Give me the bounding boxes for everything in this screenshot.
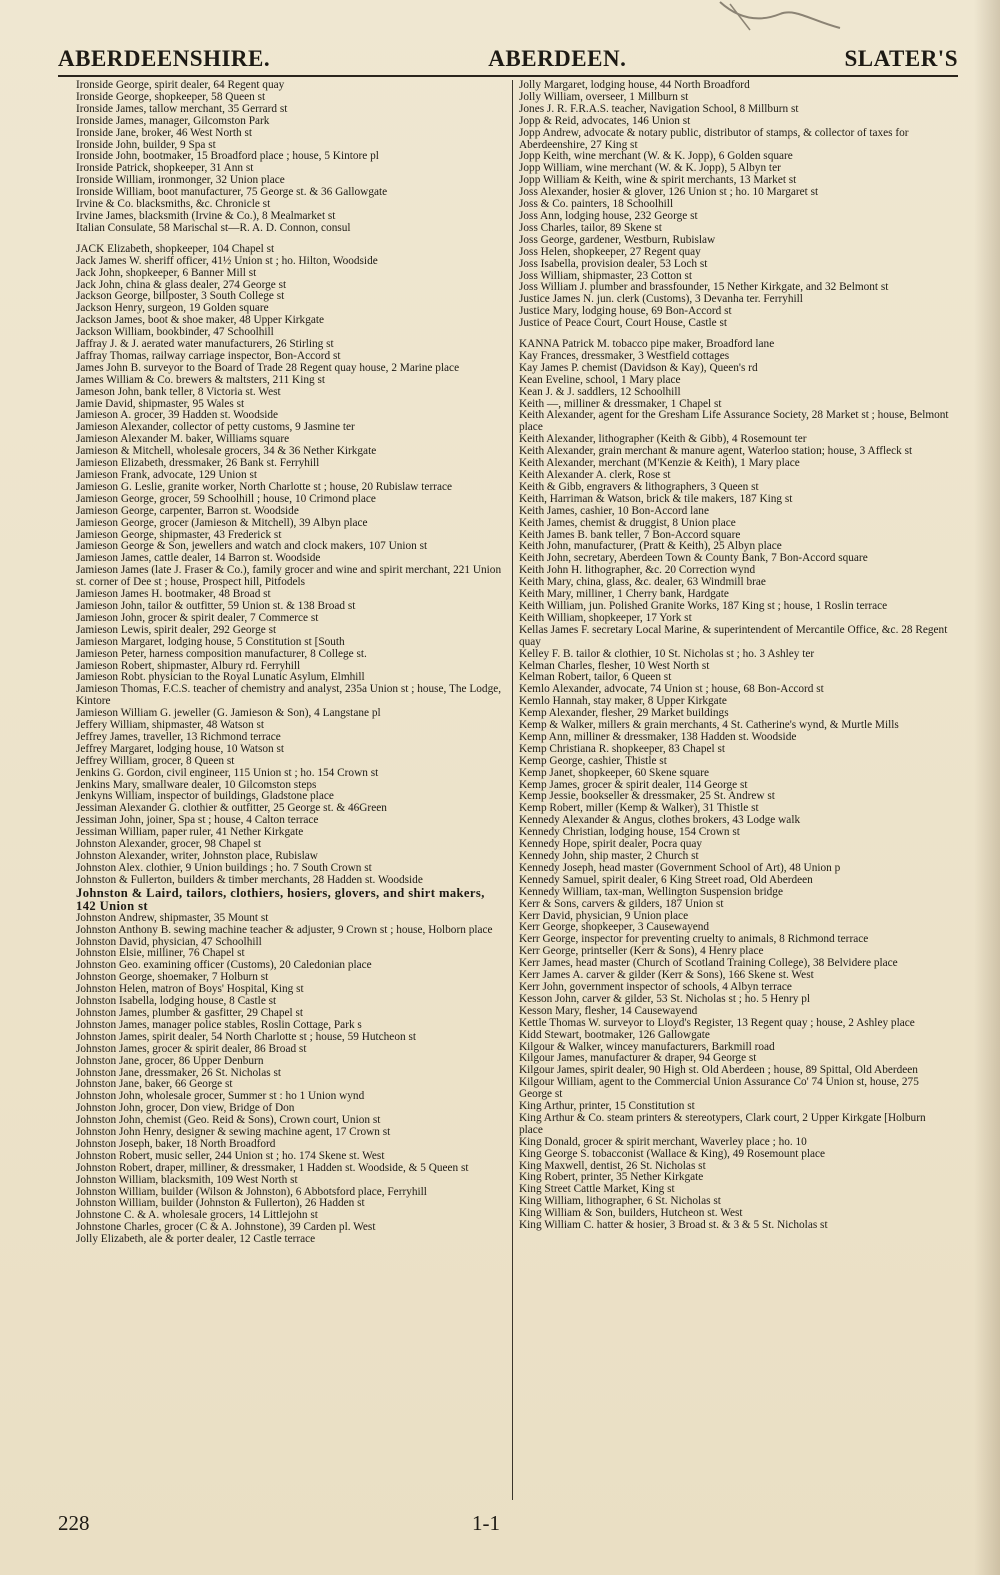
directory-entry: Jamieson George, grocer (Jamieson & Mitchell), 39 Albyn place [76,516,368,529]
directory-entry: Jamieson Thomas, F.C.S. teacher of chemistry and analyst, 235a Union st ; house, The Lodge, Kintore [76,683,502,708]
directory-entry: Kettle Thomas W. surveyor to Lloyd's Register, 13 Regent quay ; house, 2 Ashley place [519,1016,915,1029]
directory-entry: Johnston John, chemist (Geo. Reid & Sons), Crown court, Union st [76,1114,381,1127]
directory-entry: Ironside William, boot manufacturer, 75 George st. & 36 Gallowgate [76,186,388,199]
directory-entry: Johnston Helen, matron of Boys' Hospital, King st [76,983,304,996]
directory-entry: Jamieson Alexander M. baker, Williams square [76,433,290,446]
directory-entry: Jack John, shopkeeper, 6 Banner Mill st [76,266,257,279]
directory-entry: Jamieson Robt. physician to the Royal Lunatic Asylum, Elmhill [76,671,365,684]
directory-entry: Jack John, china & glass dealer, 274 George st [76,278,287,291]
directory-entry: Kemp Janet, shopkeeper, 60 Skene square [519,766,709,779]
directory-entry: Jamieson Robert, shipmaster, Albury rd. Ferryhill [76,659,301,672]
directory-entry: Jamieson A. grocer, 39 Hadden st. Woodside [76,409,279,422]
directory-entry: Keith William, jun. Polished Granite Works, 187 King st ; house, 1 Roslin terrace [519,599,888,612]
directory-entry: Joss William J. plumber and brassfounder, 15 Nether Kirkgate, and 32 Belmont st [519,281,889,294]
directory-entry: Ironside John, bootmaker, 15 Broadford place ; house, 5 Kintore pl [76,150,379,163]
directory-entry: Johnston Jane, grocer, 86 Upper Denburn [76,1054,264,1067]
directory-entry: Johnstone Charles, grocer (C & A. Johnstone), 39 Carden pl. West [76,1221,376,1234]
directory-entry: Johnston Isabella, lodging house, 8 Castle st [76,995,277,1008]
directory-entry: Jopp Keith, wine merchant (W. & K. Jopp), 6 Golden square [519,150,793,163]
directory-entry: Joss & Co. painters, 18 Schoolhill [519,198,674,211]
directory-entry: Jackson Henry, surgeon, 19 Golden square [76,302,269,315]
directory-entry: Ironside William, ironmonger, 32 Union place [76,174,285,187]
directory-entry: Joss Helen, shopkeeper, 27 Regent quay [519,245,701,258]
directory-entry: Jessiman Alexander G. clothier & outfitter, 25 George st. & 46Green [76,802,387,815]
directory-entry: Johnston James, manager police stables, Roslin Cottage, Park s [76,1018,362,1031]
directory-entry: Kelley F. B. tailor & clothier, 10 St. Nicholas st ; ho. 3 Ashley ter [519,647,815,660]
directory-entry: Jopp & Reid, advocates, 146 Union st [519,114,691,127]
directory-entry: Johnston Alex. clothier, 9 Union buildings ; ho. 7 South Crown st [76,861,372,874]
directory-entry: Jessiman John, joiner, Spa st ; house, 4 Calton terrace [76,814,319,827]
directory-entry: Johnston William, builder (Johnston & Fullerton), 26 Hadden st [76,1197,365,1210]
directory-entry: Jamieson George & Son, jewellers and watch and clock makers, 107 Union st [76,540,428,553]
directory-entry: Kemp Jessie, bookseller & dressmaker, 25 St. Andrew st [519,790,775,803]
directory-entry: Johnston James, spirit dealer, 54 North Charlotte st ; house, 59 Hutcheon st [76,1030,416,1043]
directory-entry: Johnston & Fullerton, builders & timber merchants, 28 Hadden st. Woodside [76,873,423,886]
directory-entry: Jackson William, bookbinder, 47 Schoolhill [76,326,274,339]
directory-entry: Keith John H. lithographer, &c. 20 Correction wynd [519,564,756,577]
directory-entry: Joss Alexander, hosier & glover, 126 Union st ; ho. 10 Margaret st [519,186,819,199]
directory-entry: Jamieson Alexander, collector of petty customs, 9 Jasmine ter [76,421,355,434]
directory-entry: Kilgour William, agent to the Commercial Union Assurance Co' 74 Union st, house, 275 George st [519,1076,919,1101]
directory-entry: Kennedy Christian, lodging house, 154 Crown st [519,826,740,839]
directory-entry: Keith John, manufacturer, (Pratt & Keith), 25 Albyn place [519,540,782,553]
directory-entry: Kennedy Samuel, spirit dealer, 6 King Street road, Old Aberdeen [519,873,813,886]
directory-entry: Kilgour & Walker, wincey manufacturers, Barkmill road [519,1040,775,1053]
directory-entry: Italian Consulate, 58 Marischal st—R. A. D. Connon, consul [76,221,351,234]
directory-entry: Jopp William & Keith, wine & spirit merchants, 13 Market st [519,174,797,187]
directory-entry: Kay James P. chemist (Davidson & Kay), Queen's rd [519,361,758,374]
right-column [519,80,949,1500]
directory-entry: Johnston Anthony B. sewing machine teacher & adjuster, 9 Crown st ; house, Holborn place [76,923,493,936]
directory-entry: Jeffrey Margaret, lodging house, 10 Watson st [76,742,285,755]
directory-entry: Jamieson William G. jeweller (G. Jamieson & Son), 4 Langstane pl [76,707,381,720]
directory-entry: Kennedy Alexander & Angus, clothes brokers, 43 Lodge walk [519,814,801,827]
directory-entry: Joss George, gardener, Westburn, Rubislaw [519,233,716,246]
directory-entry: Joss Isabella, provision dealer, 53 Loch st [519,257,708,270]
directory-entry: Joss William, shipmaster, 23 Cotton st [519,269,693,282]
directory-entry: Kemp James, grocer & spirit dealer, 114 George st [519,778,748,791]
directory-entry: Kemp Robert, miller (Kemp & Walker), 31 Thistle st [519,802,759,815]
directory-entry: Keith James B. bank teller, 7 Bon-Accord square [519,528,741,541]
directory-entry: Keith Alexander A. clerk, Rose st [519,469,671,481]
directory-entry: Keith John, secretary, Aberdeen Town & County Bank, 7 Bon-Accord square [519,552,868,565]
directory-entry: Kennedy John, ship master, 2 Church st [519,850,699,862]
directory-entry: Jackson James, boot & shoe maker, 48 Upper Kirkgate [76,314,325,327]
directory-entry: Keith Alexander, lithographer (Keith & Gibb), 4 Rosemount ter [519,433,807,446]
directory-entry: Johnston & Laird, tailors, clothiers, hosiers, glovers, and shirt makers, 142 Union st [76,885,485,913]
directory-entry: Johnston Robert, music seller, 244 Union st ; ho. 174 Skene st. West [76,1149,385,1162]
directory-entry: Irvine & Co. blacksmiths, &c. Chronicle st [76,198,271,211]
directory-entry: James John B. surveyor to the Board of Trade 28 Regent quay house, 2 Marine place [76,361,460,374]
directory-entry: Irvine James, blacksmith (Irvine & Co.), 8 Mealmarket st [76,209,336,222]
directory-entry: Jeffery William, shipmaster, 48 Watson st [76,719,265,732]
directory-entry: Kerr George, printseller (Kerr & Sons), 4 Henry place [519,945,764,958]
directory-entry: Kemp Alexander, flesher, 29 Market buildings [519,707,729,720]
directory-entry: Jamieson Elizabeth, dressmaker, 26 Bank st. Ferryhill [76,457,320,470]
directory-entry: JACK Elizabeth, shopkeeper, 104 Chapel st [76,242,275,255]
header-publisher: SLATER'S [844,46,958,71]
directory-entry: Kennedy Joseph, head master (Government School of Art), 48 Union p [519,861,841,874]
directory-entry: Johnston Elsie, milliner, 76 Chapel st [76,947,245,960]
directory-entry: Jessiman William, paper ruler, 41 Nether Kirkgate [76,826,304,839]
directory-entry: Johnston Andrew, shipmaster, 35 Mount st [76,911,269,924]
directory-entry: Ironside John, builder, 9 Spa st [76,138,216,151]
directory-entry: Jamieson James H. bootmaker, 48 Broad st [76,588,271,601]
directory-entry: Jamieson Frank, advocate, 129 Union st [76,469,258,481]
header-county: ABERDEENSHIRE. [58,46,271,71]
directory-entry: Johnston William, blacksmith, 109 West North st [76,1173,298,1186]
directory-entry: Jamieson James (late J. Fraser & Co.), family grocer and wine and spirit merchant, 221 Union st. corner of Dee st ; house, Prospect hill, Pitfodels [76,564,502,589]
directory-entry: Johnston Joseph, baker, 18 North Broadford [76,1137,276,1150]
directory-entry: Kennedy William, tax-man, Wellington Suspension bridge [519,885,783,898]
directory-entry: Keith Mary, china, glass, &c. dealer, 63 Windmill brae [519,576,766,589]
directory-entry: Johnston Geo. examining officer (Customs), 20 Caledonian place [76,959,372,972]
directory-entry: Keith —, milliner & dressmaker, 1 Chapel st [519,397,722,410]
left-column [76,80,506,1500]
directory-entry: Jamieson John, grocer & spirit dealer, 7 Commerce st [76,611,319,624]
directory-entry: Kay Frances, dressmaker, 3 Westfield cottages [519,349,730,362]
directory-entry: Johnston David, physician, 47 Schoolhill [76,935,262,948]
directory-entry: King William & Son, builders, Hutcheon st. West [519,1207,743,1220]
directory-entry: Kilgour James, manufacturer & draper, 94 George st [519,1052,757,1065]
directory-entry: Johnston William, builder (Wilson & Johnston), 6 Abbotsford place, Ferryhill [76,1185,427,1198]
directory-entry: Keith James, chemist & druggist, 8 Union place [519,516,736,529]
directory-entry: Kerr John, government inspector of schools, 4 Albyn terrace [519,980,792,993]
directory-entry: King Robert, printer, 35 Nether Kirkgate [519,1171,704,1184]
directory-entry: Jaffray Thomas, railway carriage inspector, Bon-Accord st [76,349,341,362]
directory-entry: James William & Co. brewers & maltsters, 211 King st [76,373,325,386]
directory-entry: Keith, Harriman & Watson, brick & tile makers, 187 King st [519,492,793,505]
directory-entry: Kerr James, head master (Church of Scotland Training College), 38 Belvidere place [519,957,898,970]
directory-entry: King George S. tobacconist (Wallace & King), 49 Rosemount place [519,1147,826,1160]
directory-entry: Jamieson Margaret, lodging house, 5 Constitution st [South [76,635,345,648]
directory-entry: Keith Alexander, merchant (M'Kenzie & Keith), 1 Mary place [519,457,800,470]
directory-entry: Jackson George, billposter, 3 South College st [76,290,285,303]
directory-entry: Ironside James, tallow merchant, 35 Gerrard st [76,102,288,115]
directory-entry: Johnston James, grocer & spirit dealer, 86 Broad st [76,1042,307,1055]
directory-entry: Keith Alexander, grain merchant & manure agent, Waterloo station; house, 3 Affleck st [519,445,913,458]
directory-entry: KANNA Patrick M. tobacco pipe maker, Broadford lane [519,338,775,351]
directory-entry: Kennedy Hope, spirit dealer, Pocra quay [519,838,703,851]
column-divider [512,80,513,1500]
directory-entry: Kemp & Walker, millers & grain merchants, 4 St. Catherine's wynd, & Murtle Mills [519,719,899,732]
page-footer [58,1510,500,1536]
directory-entry: Kerr & Sons, carvers & gilders, 187 Union st [519,897,724,910]
directory-entry: Johnston George, shoemaker, 7 Holburn st [76,971,269,984]
page-edge-shadow [974,0,1000,1575]
directory-entry: Kellas James F. secretary Local Marine, & superintendent of Mercantile Office, &c. 28 Regent quay [519,623,948,648]
page-number: 228 [58,1511,90,1535]
directory-entry: Kelman Charles, flesher, 10 West North st [519,659,710,672]
directory-entry: Jaffray J. & J. aerated water manufacturers, 26 Stirling st [76,338,334,351]
directory-entry: Ironside Jane, broker, 46 West North st [76,126,253,139]
directory-entry: Jeffrey James, traveller, 13 Richmond terrace [76,730,281,743]
directory-entry: Kelman Robert, tailor, 6 Queen st [519,671,672,684]
directory-entry: King Donald, grocer & spirit merchant, Waverley place ; ho. 10 [519,1135,807,1148]
directory-entry: Keith William, shopkeeper, 17 York st [519,611,692,624]
directory-entry: Kerr George, shopkeeper, 3 Causewayend [519,921,710,934]
directory-entry: Jenkins Mary, smallware dealer, 10 Gilcomston steps [76,778,317,791]
directory-entry: Keith Mary, milliner, 1 Cherry bank, Hardgate [519,588,729,601]
directory-entry: Kilgour James, spirit dealer, 90 High st. Old Aberdeen ; house, 89 Spittal, Old Aberdeen [519,1064,918,1077]
directory-entry: Keith Alexander, agent for the Gresham Life Assurance Society, 28 Market st ; house, Belmont place [519,409,949,434]
directory-entry: Johnston Alexander, grocer, 98 Chapel st [76,838,262,851]
directory-entry: Ironside George, shopkeeper, 58 Queen st [76,90,266,103]
directory-entry: Kean J. & J. saddlers, 12 Schoolhill [519,385,681,398]
directory-entry: Kidd Stewart, bootmaker, 126 Gallowgate [519,1028,710,1041]
directory-entry: Joss Ann, lodging house, 232 George st [519,209,698,222]
directory-entry: Kemp George, cashier, Thistle st [519,754,667,767]
directory-entry: Jenkyns William, inspector of buildings, Gladstone place [76,790,334,803]
directory-entry: Jamieson & Mitchell, wholesale grocers, 34 & 36 Nether Kirkgate [76,445,377,458]
page-tear-mark [700,0,880,36]
directory-entry: Ironside Patrick, shopkeeper, 31 Ann st [76,162,254,175]
directory-entry: Jamie David, shipmaster, 95 Wales st [76,397,245,410]
directory-entry: Johnston John, grocer, Don view, Bridge of Don [76,1102,295,1115]
directory-entry: Ironside George, spirit dealer, 64 Regent quay [76,80,285,91]
directory-entry: Kesson John, carver & gilder, 53 St. Nicholas st ; ho. 5 Henry pl [519,992,811,1005]
directory-entry: Jopp William, wine merchant (W. & K. Jopp), 5 Albyn ter [519,162,781,175]
signature-mark: 1-1 [472,1511,500,1535]
directory-entry: Johnston John, wholesale grocer, Summer st : ho 1 Union wynd [76,1090,365,1103]
directory-entry: Kerr George, inspector for preventing cruelty to animals, 8 Richmond terrace [519,933,869,946]
header-town: ABERDEEN. [488,46,627,71]
directory-entry: Keith James, cashier, 10 Bon-Accord lane [519,504,709,517]
directory-entry: King Street Cattle Market, King st [519,1183,675,1196]
directory-entry: Johnston Jane, dressmaker, 26 St. Nicholas st [76,1066,282,1079]
directory-entry: King Arthur, printer, 15 Constitution st [519,1100,695,1113]
directory-entry: Keith & Gibb, engravers & lithographers, 3 Queen st [519,480,759,493]
directory-entry: Kesson Mary, flesher, 14 Causewayend [519,1004,698,1017]
directory-entry: Kemlo Hannah, stay maker, 8 Upper Kirkgate [519,695,727,708]
directory-entry: Jamieson George, shipmaster, 43 Frederick st [76,528,282,541]
directory-entry: Jack James W. sheriff officer, 41½ Union st ; ho. Hilton, Woodside [76,254,378,267]
header-rule [58,75,958,77]
directory-entry: Kemp Christiana R. shopkeeper, 83 Chapel st [519,742,725,755]
directory-entry: Jamieson George, grocer, 59 Schoolhill ; house, 10 Crimond place [76,492,376,505]
directory-entry: King William, lithographer, 6 St. Nicholas st [519,1195,721,1208]
directory-entry: Justice of Peace Court, Court House, Castle st [519,317,728,330]
directory-entry: Jolly William, overseer, 1 Millburn st [519,90,689,103]
directory-entry: King Maxwell, dentist, 26 St. Nicholas st [519,1159,706,1172]
directory-entry: Jamieson Peter, harness composition manufacturer, 8 College st. [76,647,367,660]
directory-entry: Ironside James, manager, Gilcomston Park [76,114,270,127]
directory-entry: Jamieson James, cattle dealer, 14 Barron st. Woodside [76,552,321,565]
directory-entry: Jones J. R. F.R.A.S. teacher, Navigation School, 8 Millburn st [519,102,799,115]
directory-entry: Johnstone C. & A. wholesale grocers, 14 Littlejohn st [76,1209,318,1222]
directory-entry: Kean Eveline, school, 1 Mary place [519,373,681,386]
directory-entry: Johnston Jane, baker, 66 George st [76,1078,233,1091]
directory-entry: Jolly Elizabeth, ale & porter dealer, 12 Castle terrace [76,1233,316,1246]
directory-entry: Jamieson G. Leslie, granite worker, North Charlotte st ; house, 20 Rubislaw terrace [76,480,453,493]
directory-entry: Kerr James A. carver & gilder (Kerr & Sons), 166 Skene st. West [519,969,814,982]
directory-entry: Jeffrey William, grocer, 8 Queen st [76,754,235,767]
directory-entry: Kemp Ann, milliner & dressmaker, 138 Hadden st. Woodside [519,730,797,743]
directory-entry: Kemlo Alexander, advocate, 74 Union st ; house, 68 Bon-Accord st [519,683,824,696]
directory-entry: Jenkins G. Gordon, civil engineer, 115 Union st ; ho. 154 Crown st [76,766,379,779]
directory-entry: Justice Mary, lodging house, 69 Bon-Accord st [519,305,732,318]
directory-entry: Kerr David, physician, 9 Union place [519,909,689,922]
directory-entry: Justice James N. jun. clerk (Customs), 3 Devanha ter. Ferryhill [519,293,803,306]
directory-entry: Jameson John, bank teller, 8 Victoria st. West [76,385,281,398]
directory-entry: Jamieson George, carpenter, Barron st. Woodside [76,504,299,517]
directory-entry: Jamieson John, tailor & outfitter, 59 Union st. & 138 Broad st [76,599,356,612]
directory-entry: Joss Charles, tailor, 89 Skene st [519,221,662,234]
page-header [58,38,958,72]
directory-entry: Johnston Alexander, writer, Johnston place, Rubislaw [76,850,318,862]
directory-entry: Jopp Andrew, advocate & notary public, distributor of stamps, & collector of taxes for Aberdeenshire, 27 King st [519,126,909,151]
directory-entry: Johnston James, plumber & gasfitter, 29 Chapel st [76,1006,304,1019]
directory-entry: Johnston John Henry, designer & sewing machine agent, 17 Crown st [76,1126,391,1139]
directory-entry: Jamieson Lewis, spirit dealer, 292 George st [76,623,277,636]
directory-entry: King William C. hatter & hosier, 3 Broad st. & 3 & 5 St. Nicholas st [519,1219,828,1232]
directory-entry: King Arthur & Co. steam printers & stereotypers, Clark court, 2 Upper Kirkgate [Holburn place [519,1111,926,1136]
directory-entry: Jolly Margaret, lodging house, 44 North Broadford [519,80,750,91]
directory-entry: Johnston Robert, draper, milliner, & dressmaker, 1 Hadden st. Woodside, & 5 Queen st [76,1161,469,1174]
